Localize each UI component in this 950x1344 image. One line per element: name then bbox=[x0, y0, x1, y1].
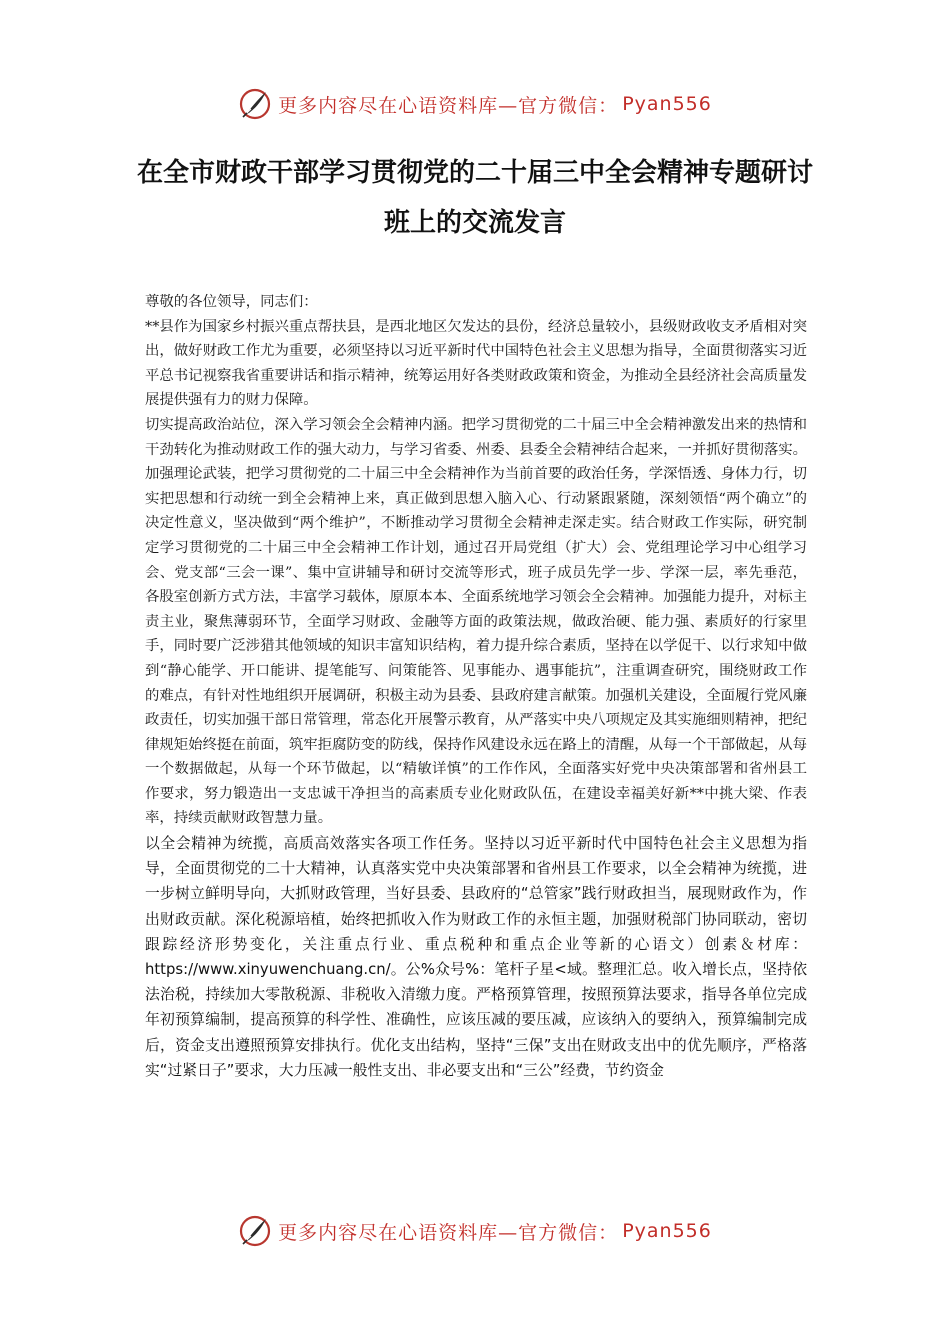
quill-logo-icon bbox=[238, 1214, 272, 1248]
watermark-wechat-id: Pyan556 bbox=[622, 93, 712, 115]
paragraph-intro: **县作为国家乡村振兴重点帮扶县，是西北地区欠发达的县份，经济总量较小，县级财政收支矛盾相对突出，做好财政工作尤为重要，必须坚持以习近平新时代中国特色社会主义思想为指导，全面贯彻落实习近平总书记视察我省重要讲话和指示精神，统筹运用好各类财政政策和资金，为推动全县经济社会高质量发展提供强有力的财力保障。 bbox=[145, 318, 807, 409]
watermark-wechat-id: Pyan556 bbox=[622, 1220, 712, 1242]
watermark-main-text: 更多内容尽在心语资料库 bbox=[278, 1221, 499, 1244]
quill-logo-icon bbox=[238, 87, 272, 121]
paragraph-work-tasks: 以全会精神为统揽，高质高效落实各项工作任务。坚持以习近平新时代中国特色社会主义思想为指导，全面贯彻党的二十大精神，认真落实党中央决策部署和省州县工作要求，以全会精神为统揽，进一步树立鲜明导向，大抓财政管理，当好县委、县政府的“总管家”践行财政担当，展现财政作为，作出财政贡献。深化税源培植，始终把抓收入作为财政工作的永恒主题，加强财税部门协同联动，密切跟踪经济形势变化，关注重点行业、重点税种和重点企业等新的心语文）创素＆材库：https://www.xinyuwenchuang.cn/。公%众号%：笔杆子星<域。整理汇总。收入增长点，坚持依法治税，持续加大零散税源、非税收入清缴力度。严格预算管理，按照预算法要求，指导各单位完成年初预算编制，提高预算的科学性、准确性，应该压减的要压减，应该纳入的要纳入，预算编制完成后，资金支出遵照预算安排执行。优化支出结构，坚持“三保”支出在财政支出中的优先顺序，严格落实“过紧日子”要求，大力压减一般性支出、非必要支出和“三公”经费，节约资金 bbox=[145, 835, 807, 1079]
salutation: 尊敬的各位领导，同志们： bbox=[145, 294, 318, 310]
watermark-sub-text: —官方微信： bbox=[498, 1221, 619, 1244]
document-body bbox=[145, 290, 807, 1083]
document-title: 在全市财政干部学习贯彻党的二十届三中全会精神专题研讨班上的交流发言 bbox=[136, 158, 813, 238]
watermark-footer bbox=[0, 1211, 950, 1251]
watermark-main-text: 更多内容尽在心语资料库 bbox=[278, 94, 499, 117]
paragraph-political-stance: 切实提高政治站位，深入学习领会全会精神内涵。把学习贯彻党的二十届三中全会精神激发出来的热情和干劲转化为推动财政工作的强大动力，与学习省委、州委、县委全会精神结合起来，一并抓好贯彻落实。加强理论武装，把学习贯彻党的二十届三中全会精神作为当前首要的政治任务，学深悟透、身体力行，切实把思想和行动统一到全会精神上来，真正做到思想入脑入心、行动紧跟紧随，深刻领悟“两个确立”的决定性意义，坚决做到“两个维护”，不断推动学习贯彻全会精神走深走实。结合财政工作实际，研究制定学习贯彻党的二十届三中全会精神工作计划，通过召开局党组（扩大）会、党组理论学习中心组学习会、党支部“三会一课”、集中宣讲辅导和研讨交流等形式，班子成员先学一步、学深一层，率先垂范，各股室创新方式方法，丰富学习载体，原原本本、全面系统地学习领会全会精神。加强能力提升，对标主责主业，聚焦薄弱环节，全面学习财政、金融等方面的政策法规，做政治硬、能力强、素质好的行家里手，同时要广泛涉猎其他领域的知识丰富知识结构，着力提升综合素质，坚持在以学促干、以行求知中做到“静心能学、开口能讲、提笔能写、问策能答、见事能办、遇事能抗”，注重调查研究，围绕财政工作的难点，有针对性地组织开展调研，积极主动为县委、县政府建言献策。加强机关建设，全面履行党风廉政责任，切实加强干部日常管理，常态化开展警示教育，从严落实中央八项规定及其实施细则精神，把纪律规矩始终挺在前面，筑牢拒腐防变的防线，保持作风建设永远在路上的清醒，从每一个干部做起，从每一个数据做起，从每一个环节做起，以“精敏详慎”的工作作风，全面落实好党中央决策部署和省州县工作要求，努力锻造出一支忠诚干净担当的高素质专业化财政队伍，在建设幸福美好新**中挑大梁、作表率，持续贡献财政智慧力量。 bbox=[145, 416, 807, 827]
watermark-sub-text: —官方微信： bbox=[498, 94, 619, 117]
watermark-header bbox=[0, 84, 950, 124]
